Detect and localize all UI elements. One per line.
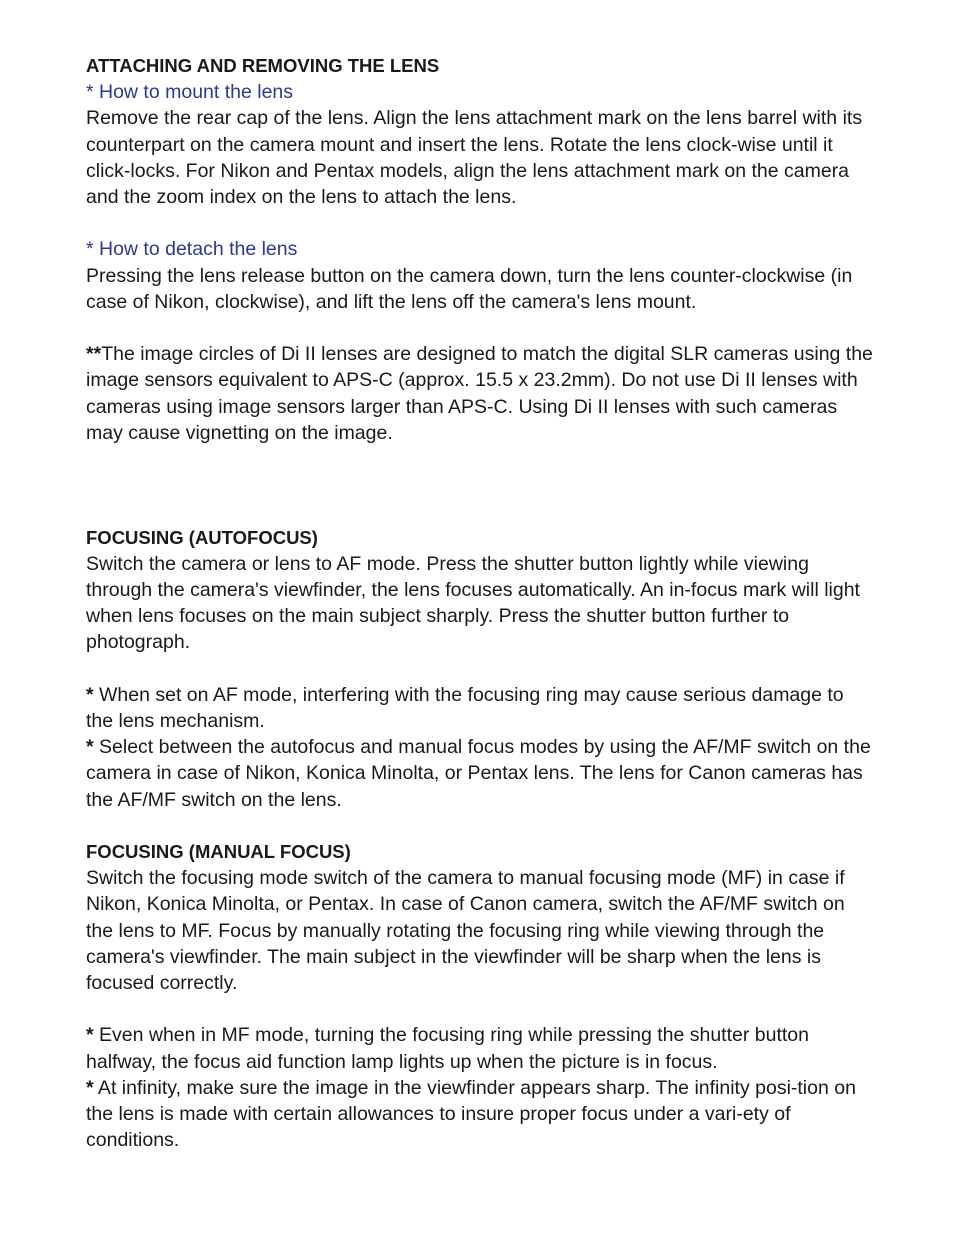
note-marker: * xyxy=(86,1024,94,1047)
spacer xyxy=(86,210,876,236)
note-text: Select between the autofocus and manual focus modes by using the AF/MF switch on the camera in case of Nikon, Konica Minolta, or Pentax lens. The lens for Canon cameras has the AF/MF switch on the lens. xyxy=(86,736,871,811)
note-marker: * xyxy=(86,736,94,759)
note-marker: ** xyxy=(86,343,102,366)
section-title-attaching-lens: ATTACHING AND REMOVING THE LENS xyxy=(86,55,440,76)
note-af-ring-damage xyxy=(86,682,876,734)
section-title-manual-focus: FOCUSING (MANUAL FOCUS) xyxy=(86,841,351,863)
note-text: When set on AF mode, interfering with the focusing ring may cause serious damage to the lens mechanism. xyxy=(86,683,844,733)
subheading-detach-lens: * How to detach the lens xyxy=(86,238,298,261)
spacer xyxy=(86,656,876,682)
paragraph-autofocus: Switch the camera or lens to AF mode. Press the shutter button lightly while viewing through the camera's viewfinder, the lens focuses automatically. An in-focus mark will light when lens focuses on the main subject sharply. Press the shutter button further to photograph. xyxy=(86,552,860,654)
note-text: At infinity, make sure the image in the viewfinder appears sharp. The infinity posi-tion on the lens is made with certain allowances to insure proper focus under a vari-ety of conditions. xyxy=(86,1076,856,1152)
paragraph-mount-lens: Remove the rear cap of the lens. Align the lens attachment mark on the lens barrel with its counterpart on the camera mount and insert the lens. Rotate the lens clock-wise until it click-locks. For Nikon and Pentax models, align the lens attachment mark on the camera and the zoom index on the lens to attach the lens. xyxy=(86,107,863,209)
paragraph-detach-lens: Pressing the lens release button on the camera down, turn the lens counter-clockwise (in case of Nikon, clockwise), and lift the lens off the camera's lens mount. xyxy=(86,264,853,313)
paragraph-manual-focus: Switch the focusing mode switch of the camera to manual focusing mode (MF) in case if Nikon, Konica Minolta, or Pentax. In case of Canon camera, switch the AF/MF switch on the lens to MF. Focus by manually rotating the focusing ring while viewing through the camera's viewfinder. The main subject in the viewfinder will be sharp when the lens is focused correctly. xyxy=(86,867,845,995)
note-text: Even when in MF mode, turning the focusing ring while pressing the shutter button halfway, the focus aid function lamp lights up when the picture is in focus. xyxy=(86,1024,809,1073)
note-marker: * xyxy=(86,683,94,706)
spacer xyxy=(86,813,876,839)
spacer xyxy=(86,315,876,341)
note-di-ii-lenses xyxy=(86,341,876,446)
subheading-mount-lens: * How to mount the lens xyxy=(86,81,294,104)
note-af-mf-switch xyxy=(86,734,876,813)
note-focus-aid xyxy=(86,1022,876,1074)
note-infinity xyxy=(86,1075,876,1154)
note-text: The image circles of Di II lenses are designed to match the digital SLR cameras using the image sensors equivalent to APS-C (approx. 15.5 x 23.2mm). Do not use Di II lenses with cameras using image sensors larger than APS-C. Using Di II lenses with such cameras may cause vignetting on the image. xyxy=(86,343,873,444)
spacer xyxy=(86,996,876,1022)
document-page xyxy=(86,53,876,1153)
section-title-autofocus: FOCUSING (AUTOFOCUS) xyxy=(86,526,318,548)
spacer xyxy=(86,446,876,525)
note-marker: * xyxy=(86,1076,94,1099)
